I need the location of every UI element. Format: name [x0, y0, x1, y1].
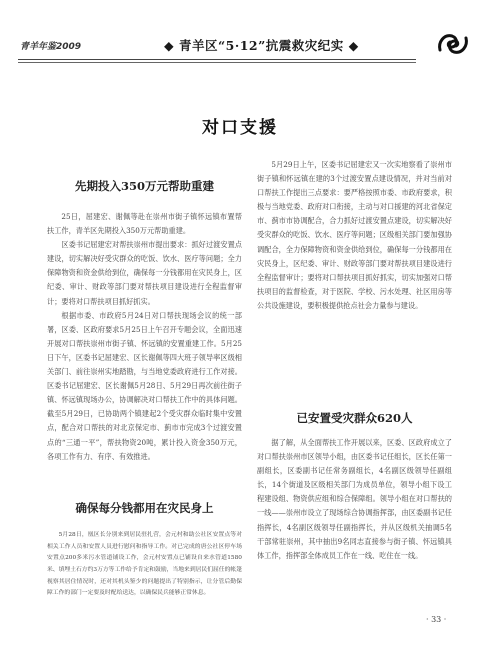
swirl-logo-icon: [436, 30, 470, 58]
yearbook-label: 青羊年鉴2009: [20, 42, 82, 52]
running-title: ◆ 青羊区“5·12”抗震救灾纪实 ◆: [164, 38, 359, 53]
header-rule-thin: [18, 62, 416, 63]
paragraph: 25日，屈建宏、谢佩等赴在崇州市街子镇怀远镇布置帮扶工作，青羊区先期投入350万元帮助重建。: [47, 212, 242, 236]
article-heading-3: 已安置受灾群众620人: [296, 411, 413, 425]
article-body-1: [47, 210, 242, 464]
paragraph: 5月29日上午，区委书记屈建宏又一次实地察看了崇州市街子镇和怀远镇在建的3个过渡安置点建设情况，并对当前对口帮扶工作提出三点要求：要严格按照市委、市政府要求，积极与当地党委、政府对口衔接，主动与对口援建的河北省保定市、蓟市市协调配合，合力抓好过渡安置点建设，切实解决好受灾群众的吃饭、饮水、医疗等问题；区级相关部门要加强协调配合，全力保障物资和资金供给到位，确保每一分钱都用在灾民身上，区纪委、审计、财政等部门要对帮扶项目建设进行全程监督审计；要将对口帮扶项目抓好抓实，切实加强对口帮扶项目的监督检查，对于医院、学校、污水处理、社区用房等公共设施建设，要积极提供抢点社会力量参与建设。: [257, 160, 452, 310]
article-heading-1: 先期投入350万元帮助重建: [74, 179, 214, 193]
article-body-2b: [257, 158, 452, 313]
article-body-3: [257, 436, 452, 563]
paragraph: 区委书记屈建宏对帮扶崇州市提出要求：抓好过渡安置点建设，切实解决好受灾群众的吃饭、饮水、医疗等问题；全力保障物资和资金供给到位，确保每一分钱都用在灾民身上，区纪委、审计、财政等部门要对帮扶项目建设进行全程监督审计；要将对口帮扶项目抓好抓实。: [47, 240, 242, 306]
section-title: 对口支援: [202, 118, 278, 138]
page-number: · 33 ·: [426, 615, 447, 624]
paragraph: 据了解，从全面帮扶工作开展以来，区委、区政府成立了对口帮扶崇州市区领导小组，由区委书记任组长，区长任第一副组长，区委副书记任常务副组长，4名副区级领导任副组长，14个街道及区级相关部门为成员单位，领导小组下设工程建设组、物资供应组和综合保障组。领导小组在对口帮扶的一线——崇州市设立了现场综合协调指挥部，由区委副书记任指挥长，4名副区级领导任副指挥长，并从区级机关抽调5名干部常驻崇州，其中抽出9名同志直接参与街子镇、怀远镇具体工作，指挥部全体成员工作在一线、吃住在一线。: [257, 438, 452, 560]
header-rule: [18, 59, 416, 60]
paragraph: 5月28日，凰区长分别来到居民驻扎营，会元村和助公社区安置点等对相关工作人员和安置人员进行慰问和指导工作。对已完成的唐公社区停车场安置点200多米污水管道铺设工作，会元村安置点已铺设自来水管道1580米、填埋土石方约3万方等工作给予肯定和鼓励，当地来到居民们屈任的帐篷视察其居住情况时，还对其机头鉴少的问题提出了特别指示，让分管后勤保障工作的部门一定要及时配给送达，以确保民兵能够正常休息。: [47, 532, 242, 597]
article-heading-2: 确保每分钱都用在灾民身上: [75, 501, 214, 515]
paragraph: 根据市委、市政府5月24日对口帮扶现场会议的统一部署，区委、区政府要求5月25日上午召开专题会议，全面迅速开展对口帮扶崇州市街子镇、怀远镇的安置重建工作。5月25日下午，区委书记屈建宏、区长谢佩等四大班子领导率区级相关部门、前往崇州实地踏勘，与当地党委政府进行工作对接。区委书记屈建宏、区长谢佩5月28日、5月29日再次前往街子镇、怀远镇现场办公，协调解决对口帮扶工作中的具体问题。截至5月29日，已协助两个镇建起2个受灾群众临时集中安置点，配合对口帮扶的对北京保定市、蓟市市完成3个过渡安置点的“三通一平”，帮扶物资20吨，累计投入资金350万元，各项工作有力、有序、有效推进。: [47, 310, 242, 461]
page-header: [18, 34, 466, 56]
article-body-2a: [47, 530, 242, 600]
